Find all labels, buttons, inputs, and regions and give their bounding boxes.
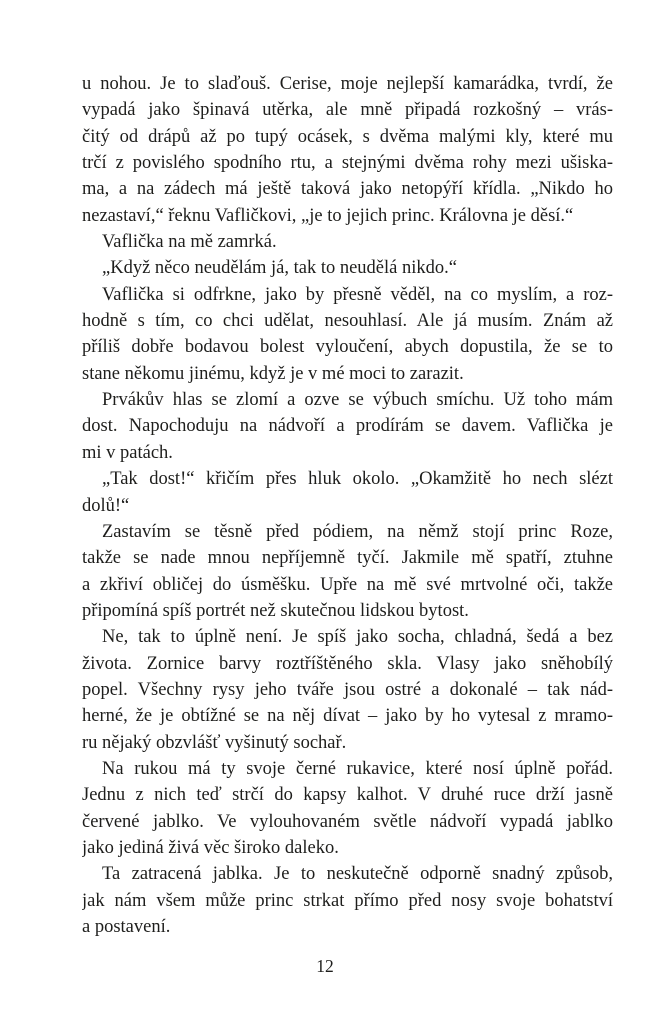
text-line: a postavení. [82,917,171,937]
text-line: příliš dobře bodavou bolest vyloučení, abych dopustila, že se to [82,337,613,358]
text-line: u nohou. Je to slaďouš. Cerise, moje nejlepší kamarádka, tvrdí, že [82,74,613,94]
text-line: Ne, tak to úplně není. Je spíš jako socha, chladná, šedá a bez [102,627,613,648]
paragraph [82,466,613,519]
text-line: a zkřiví obličej do úsměšku. Upře na mě své mrtvolné oči, takže [82,574,613,595]
paragraph [82,387,613,466]
page-number: 12 [316,956,334,976]
text-line: ru nějaký obzvlášť vyšinutý sochař. [82,732,347,753]
text-line: jak nám všem může princ strkat přímo před nosy svoje bohatství [82,890,613,911]
text-line: připomíná spíš portrét než skutečnou lidskou bytost. [82,600,469,621]
text-line: takže se nade mnou nepříjemně tyčí. Jakmile mě spatří, ztuhne [82,548,613,569]
paragraph [82,756,613,861]
text-line: stane někomu jinému, když je v mé moci to zarazit. [82,363,464,384]
paragraph [82,229,613,255]
text-line: čitý od drápů až po tupý ocásek, s dvěma malými kly, které mu [82,126,613,147]
text-line: ma, a na zádech má ještě taková jako netopýří křídla. „Nikdo ho [82,179,613,200]
page-text [82,71,613,940]
paragraph [82,861,613,940]
text-line: popel. Všechny rysy jeho tváře jsou ostré a dokonalé – tak nád- [82,679,613,700]
paragraph [82,71,613,229]
text-line: Vaflička si odfrkne, jako by přesně věděl, na co myslím, a roz- [102,284,613,305]
text-line: „Když něco neudělám já, tak to neudělá nikdo.“ [102,258,457,279]
text-line: vypadá jako špinavá utěrka, ale mně připadá rozkošný – vrás- [82,100,613,121]
text-line: Ta zatracená jablka. Je to neskutečně odporně snadný způsob, [102,864,613,885]
text-line: hodně s tím, co chci udělat, nesouhlasí. Ale já musím. Znám až [82,311,613,332]
text-line: Vaflička na mě zamrká. [102,232,277,253]
text-line: nezastaví,“ řeknu Vafličkovi, „je to jejich princ. Královna je děsí.“ [82,205,574,226]
text-line: života. Zornice barvy roztříštěného skla. Vlasy jako sněhobílý [82,653,613,674]
text-line: trčí z povislého spodního rtu, a stejnými dvěma rohy mezi ušiska- [82,153,613,174]
text-line: Jednu z nich teď strčí do kapsy kalhot. V druhé ruce drží jasně [82,785,613,806]
text-line: „Tak dost!“ křičím přes hluk okolo. „Okamžitě ho nech slézt [102,469,613,490]
text-line: červené jablko. Ve vylouhovaném světle nádvoří vypadá jablko [82,811,613,832]
text-line: dolů!“ [82,495,130,516]
paragraph [82,624,613,756]
paragraph [82,255,613,281]
text-line: mi v patách. [82,442,173,463]
paragraph [82,519,613,624]
text-line: herné, že je obtížné se na něj dívat – jako by ho vytesal z mramo- [82,706,613,727]
text-line: Na rukou má ty svoje černé rukavice, které nosí úplně pořád. [102,758,613,779]
text-line: Prvákův hlas se zlomí a ozve se výbuch smíchu. Už toho mám [102,390,613,411]
text-line: Zastavím se těsně před pódiem, na němž stojí princ Roze, [102,521,613,542]
text-line: dost. Napochoduju na nádvoří a prodírám se davem. Vaflička je [82,416,613,437]
paragraph [82,282,613,387]
text-line: jako jediná živá věc široko daleko. [82,837,339,858]
